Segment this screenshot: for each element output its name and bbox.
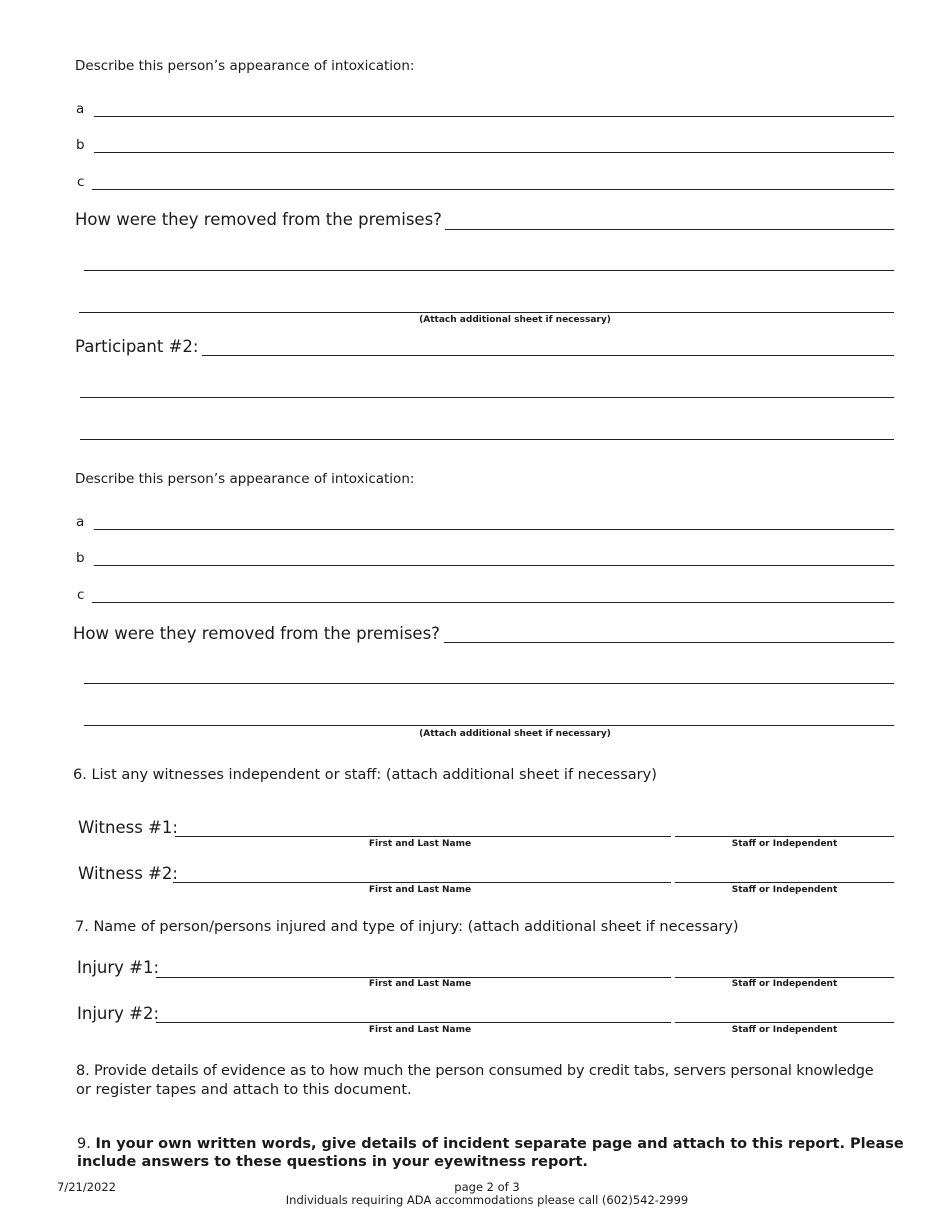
intoxication-line-a-2[interactable] xyxy=(94,529,894,530)
intoxication-prompt-2: Describe this person’s appearance of intoxication: xyxy=(75,471,415,487)
removed-line-4[interactable] xyxy=(444,642,894,643)
item-label-a-2: a xyxy=(76,514,85,530)
injuries-heading: 7. Name of person/persons injured and type of injury: (attach additional sheet if necessary) xyxy=(75,919,739,935)
injury1-type-caption: Staff or Independent xyxy=(731,979,838,989)
injury2-label: Injury #2: xyxy=(77,1004,160,1023)
injury2-name-caption: First and Last Name xyxy=(368,1025,472,1035)
injury1-name-caption: First and Last Name xyxy=(368,979,472,989)
item-label-b-1: b xyxy=(76,137,85,153)
witness1-label: Witness #1: xyxy=(78,818,178,837)
intoxication-line-b-2[interactable] xyxy=(94,565,894,566)
evidence-line-2: or register tapes and attach to this document. xyxy=(76,1082,412,1098)
item-label-b-2: b xyxy=(76,550,85,566)
witnesses-heading: 6. List any witnesses independent or staff: (attach additional sheet if necessary) xyxy=(73,767,657,783)
intoxication-line-c-1[interactable] xyxy=(92,189,894,190)
participant2-line-1[interactable] xyxy=(202,355,894,356)
item-label-c-1: c xyxy=(77,174,85,190)
witness2-label: Witness #2: xyxy=(78,864,178,883)
injury2-type-caption: Staff or Independent xyxy=(731,1025,838,1035)
removed-label-1: How were they removed from the premises? xyxy=(75,210,442,229)
attach-note-1: (Attach additional sheet if necessary) xyxy=(419,315,611,325)
footer-ada-notice: Individuals requiring ADA accommodations please call (602)542-2999 xyxy=(285,1193,689,1207)
injury2-type-line[interactable] xyxy=(675,1022,894,1023)
footer-page-number: page 2 of 3 xyxy=(454,1180,520,1194)
removed-line-5[interactable] xyxy=(84,683,894,684)
witness1-name-caption: First and Last Name xyxy=(368,839,472,849)
removed-line-2[interactable] xyxy=(84,270,894,271)
intoxication-line-a-1[interactable] xyxy=(94,116,894,117)
witness1-name-line[interactable] xyxy=(175,836,671,837)
witness2-type-line[interactable] xyxy=(675,882,894,883)
statement-number: 9. xyxy=(77,1136,91,1152)
injury2-name-line[interactable] xyxy=(156,1022,671,1023)
removed-line-1[interactable] xyxy=(445,229,894,230)
witness1-type-line[interactable] xyxy=(675,836,894,837)
witness1-type-caption: Staff or Independent xyxy=(731,839,838,849)
footer-date: 7/21/2022 xyxy=(57,1180,116,1194)
participant2-line-3[interactable] xyxy=(80,439,894,440)
removed-line-3[interactable] xyxy=(79,312,894,313)
item-label-a-1: a xyxy=(76,101,85,117)
removed-line-6[interactable] xyxy=(84,725,894,726)
statement-line-1 xyxy=(77,1136,904,1152)
injury1-name-line[interactable] xyxy=(156,977,671,978)
intoxication-line-c-2[interactable] xyxy=(92,602,894,603)
statement-line-2: include answers to these questions in your eyewitness report. xyxy=(77,1154,588,1170)
intoxication-prompt-1: Describe this person’s appearance of intoxication: xyxy=(75,58,415,74)
attach-note-2: (Attach additional sheet if necessary) xyxy=(419,729,611,739)
participant2-line-2[interactable] xyxy=(80,397,894,398)
witness2-name-caption: First and Last Name xyxy=(368,885,472,895)
participant2-label: Participant #2: xyxy=(75,337,199,356)
intoxication-line-b-1[interactable] xyxy=(94,152,894,153)
injury1-label: Injury #1: xyxy=(77,958,160,977)
witness2-type-caption: Staff or Independent xyxy=(731,885,838,895)
witness2-name-line[interactable] xyxy=(173,882,671,883)
statement-text-1: In your own written words, give details of incident separate page and attach to this report. Please xyxy=(95,1136,904,1152)
removed-label-2: How were they removed from the premises? xyxy=(73,624,440,643)
injury1-type-line[interactable] xyxy=(675,977,894,978)
item-label-c-2: c xyxy=(77,587,85,603)
evidence-line-1: 8. Provide details of evidence as to how much the person consumed by credit tabs, servers personal knowledge xyxy=(76,1063,874,1079)
